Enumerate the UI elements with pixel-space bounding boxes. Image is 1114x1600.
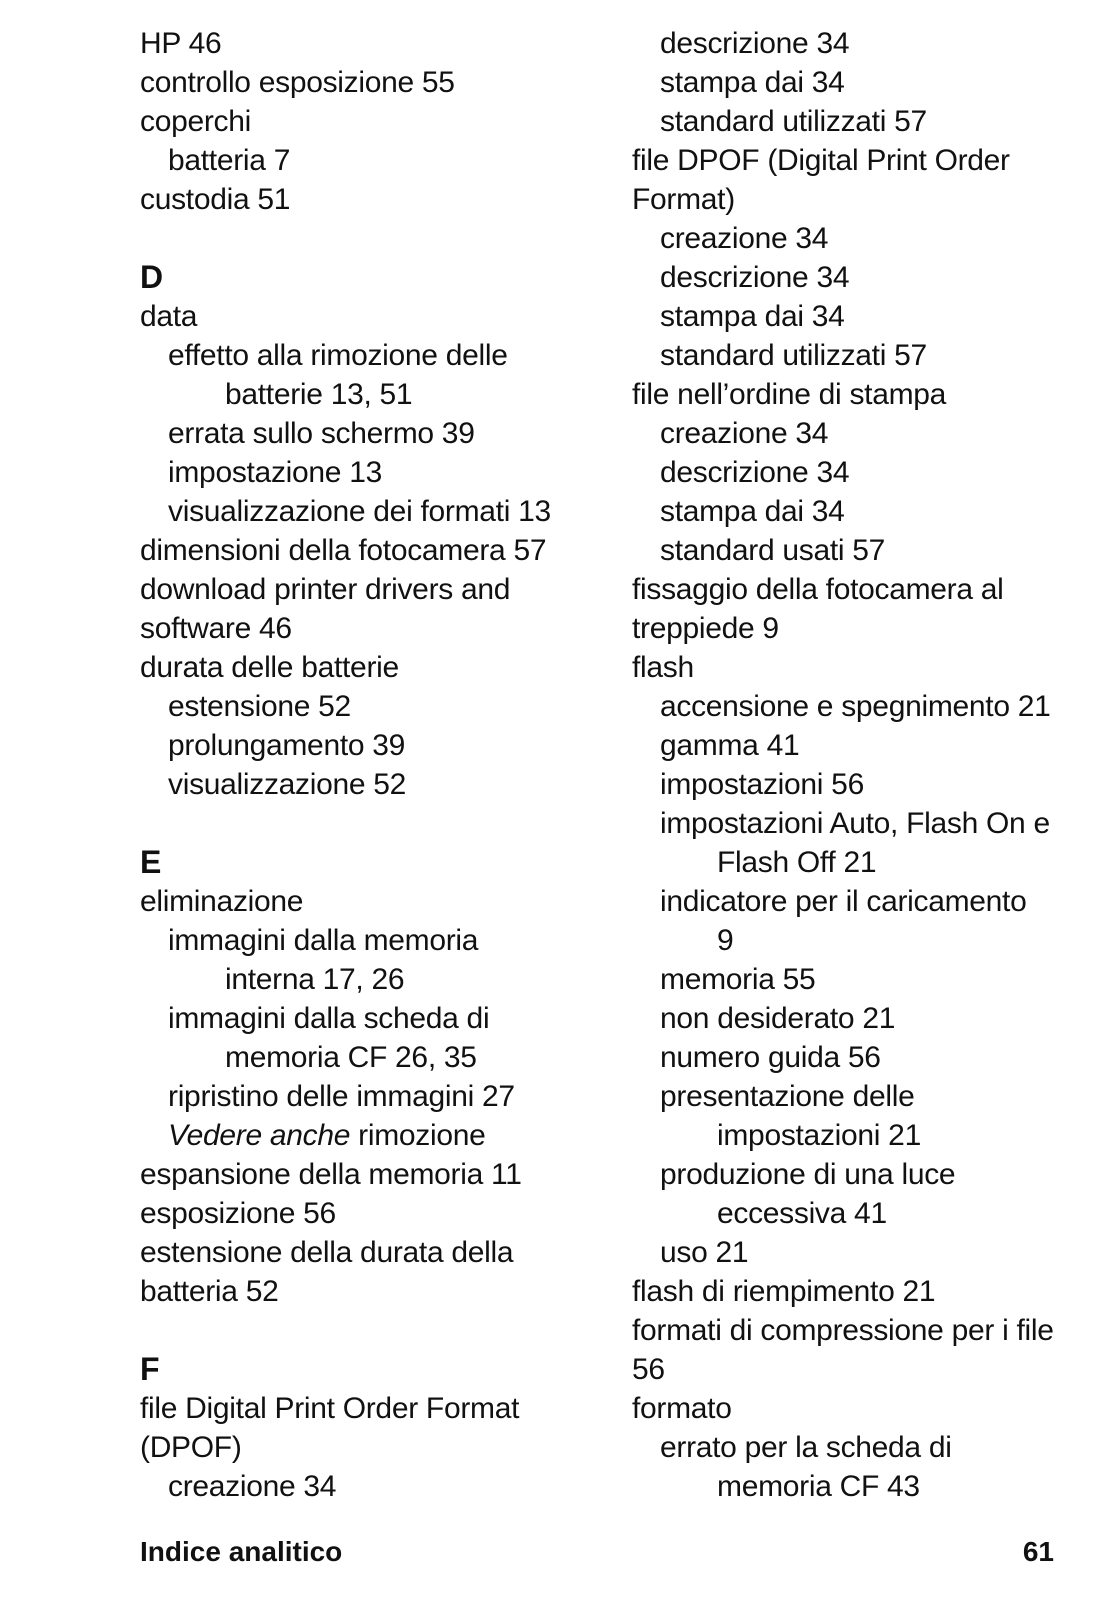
index-entry: download printer drivers and [140,573,511,606]
index-subentry: impostazioni 56 [660,768,864,801]
index-entry: formato [632,1392,732,1425]
index-entry: eliminazione [140,885,304,918]
index-subentry: descrizione 34 [660,261,850,294]
index-entry: formati di compressione per i file [632,1314,1054,1347]
index-subentry: batteria 7 [168,144,291,177]
index-subentry: presentazione delle [660,1080,915,1113]
index-entry: esposizione 56 [140,1197,336,1230]
index-subentry: immagini dalla scheda di [168,1002,490,1035]
index-entry: flash [632,651,694,684]
index-entry: controllo esposizione 55 [140,66,455,99]
index-subentry: standard utilizzati 57 [660,105,927,138]
index-subentry: descrizione 34 [660,27,850,60]
index-subentry: errato per la scheda di [660,1431,952,1464]
index-subentry: standard usati 57 [660,534,886,567]
footer-page-number: 61 [1022,1536,1054,1567]
section-letter-heading: D [140,259,163,295]
index-entry: flash di riempimento 21 [632,1275,936,1308]
index-subentry: visualizzazione 52 [168,768,407,801]
index-subentry: ripristino delle immagini 27 [168,1080,515,1113]
index-subentry: interna 17, 26 [225,963,405,996]
index-subentry: effetto alla rimozione delle [168,339,508,372]
section-letter-heading: F [140,1351,160,1387]
index-entry: batteria 52 [140,1275,279,1308]
index-subentry: stampa dai 34 [660,300,845,333]
index-subentry [140,1116,580,1155]
index-subentry: non desiderato 21 [660,1002,896,1035]
section-spacer [140,219,580,258]
see-also-target: rimozione [358,1119,486,1152]
index-entry: custodia 51 [140,183,291,216]
index-subentry: memoria 55 [660,963,816,996]
index-entry: file nell’ordine di stampa [632,378,947,411]
index-entry: data [140,300,198,333]
index-subentry: creazione 34 [168,1470,337,1503]
section-spacer [140,1311,580,1350]
index-entry: fissaggio della fotocamera al [632,573,1004,606]
index-entry: software 46 [140,612,292,645]
index-entry: (DPOF) [140,1431,242,1464]
footer-section-title: Indice analitico [140,1536,343,1567]
index-entry: 56 [632,1353,665,1386]
index-entry: estensione della durata della [140,1236,514,1269]
index-subentry: estensione 52 [168,690,351,723]
index-entry: coperchi [140,105,251,138]
index-entry: HP 46 [140,27,222,60]
index-entry: file DPOF (Digital Print Order [632,144,1010,177]
index-subentry: impostazioni 21 [717,1119,921,1152]
index-subentry: Flash Off 21 [717,846,877,879]
index-subentry: eccessiva 41 [717,1197,887,1230]
section-spacer [140,804,580,843]
index-subentry: produzione di una luce [660,1158,956,1191]
section-letter-heading: E [140,844,162,880]
index-entry: Format) [632,183,735,216]
index-entry: treppiede 9 [632,612,779,645]
index-subentry: gamma 41 [660,729,800,762]
index-subentry: accensione e spegnimento 21 [660,690,1051,723]
index-subentry: uso 21 [660,1236,749,1269]
index-subentry: visualizzazione dei formati 13 [168,495,551,528]
index-subentry: stampa dai 34 [660,495,845,528]
index-subentry: numero guida 56 [660,1041,881,1074]
index-subentry: impostazione 13 [168,456,382,489]
index-subentry: immagini dalla memoria [168,924,479,957]
index-subentry: memoria CF 26, 35 [225,1041,477,1074]
index-entry: dimensioni della fotocamera 57 [140,534,547,567]
index-column-right [632,24,1092,1506]
index-subentry: batterie 13, 51 [225,378,413,411]
index-subentry: descrizione 34 [660,456,850,489]
index-entry: file Digital Print Order Format [140,1392,520,1425]
see-also-label: Vedere anche [168,1119,351,1152]
index-subentry: creazione 34 [660,417,829,450]
index-subentry: impostazioni Auto, Flash On e [660,807,1050,840]
index-subentry: errata sullo schermo 39 [168,417,475,450]
index-subentry: stampa dai 34 [660,66,845,99]
index-subentry: creazione 34 [660,222,829,255]
index-subentry: 9 [717,924,734,957]
index-subentry: indicatore per il caricamento [660,885,1027,918]
index-subentry: standard utilizzati 57 [660,339,927,372]
index-entry: durata delle batterie [140,651,399,684]
index-subentry: prolungamento 39 [168,729,406,762]
index-entry: espansione della memoria 11 [140,1158,522,1191]
index-subentry: memoria CF 43 [717,1470,920,1503]
index-column-left [140,24,580,1506]
